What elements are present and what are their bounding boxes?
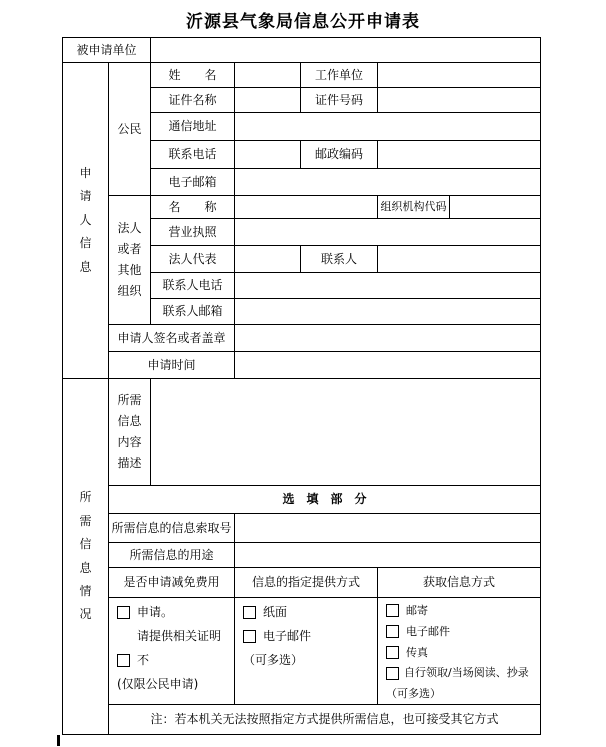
postcode-input-cell[interactable] [378, 141, 541, 169]
contact-input-cell[interactable] [378, 246, 541, 273]
work-unit-input-cell[interactable] [378, 63, 541, 88]
license-input-cell[interactable] [235, 219, 541, 246]
contact-label: 联系人 [301, 246, 378, 273]
organization-group-label: 法人或者其他组织 [109, 196, 151, 325]
checkbox-icon[interactable] [117, 606, 130, 619]
apply-time-input-cell[interactable] [235, 352, 541, 379]
requested-unit-label: 被申请单位 [63, 38, 151, 63]
address-label: 通信地址 [151, 113, 235, 141]
provide-method-header: 信息的指定提供方式 [235, 568, 378, 598]
email-label: 电子邮箱 [151, 169, 235, 196]
required-info-section-label: 所需信息情况 [63, 379, 109, 735]
index-no-label: 所需信息的信息索取号 [109, 514, 235, 543]
legal-rep-input-cell[interactable] [235, 246, 301, 273]
citizen-group-label: 公民 [109, 63, 151, 196]
checkbox-icon[interactable] [386, 604, 399, 617]
obtain-fax-option[interactable]: 传真 [386, 646, 428, 660]
postcode-label: 邮政编码 [301, 141, 378, 169]
cert-no-input-cell[interactable] [378, 88, 541, 113]
contact-email-input-cell[interactable] [235, 299, 541, 325]
work-unit-label: 工作单位 [301, 63, 378, 88]
checkbox-icon[interactable] [386, 625, 399, 638]
phone-label: 联系电话 [151, 141, 235, 169]
fee-apply-note: 请提供相关证明 [137, 629, 222, 643]
email-input-cell[interactable] [235, 169, 541, 196]
cert-no-label: 证件号码 [301, 88, 378, 113]
cert-name-input-cell[interactable] [235, 88, 301, 113]
footer-note: 注：若本机关无法按照指定方式提供所需信息，也可接受其它方式 [109, 705, 541, 735]
provide-method-options-cell [235, 598, 378, 705]
obtain-pickup-option[interactable]: 自行领取/当场阅读、抄录 [386, 666, 529, 680]
checkbox-icon[interactable] [117, 654, 130, 667]
contact-phone-input-cell[interactable] [235, 273, 541, 299]
org-name-label: 名 称 [151, 196, 235, 219]
obtain-email-option[interactable]: 电子邮件 [386, 625, 450, 639]
org-code-input-cell[interactable] [450, 196, 541, 219]
provide-multi-note: （可多选） [243, 653, 304, 667]
name-input-cell[interactable] [235, 63, 301, 88]
usage-label: 所需信息的用途 [109, 543, 235, 568]
checkbox-icon[interactable] [386, 646, 399, 659]
obtain-method-options-cell [378, 598, 541, 705]
address-input-cell[interactable] [235, 113, 541, 141]
apply-time-label: 申请时间 [109, 352, 235, 379]
fee-apply-option[interactable]: 申请。 [117, 605, 173, 620]
checkbox-icon[interactable] [243, 606, 256, 619]
fee-waiver-header: 是否申请减免费用 [109, 568, 235, 598]
application-form-table [62, 37, 541, 735]
provide-email-option[interactable]: 电子邮件 [243, 629, 311, 644]
applicant-section-label: 申请人信息 [63, 63, 109, 379]
phone-input-cell[interactable] [235, 141, 301, 169]
checkbox-icon[interactable] [386, 667, 399, 680]
text-cursor [57, 735, 60, 746]
obtain-method-header: 获取信息方式 [378, 568, 541, 598]
page-title: 沂源县气象局信息公开申请表 [186, 12, 420, 32]
signature-input-cell[interactable] [235, 325, 541, 352]
optional-part-header: 选 填 部 分 [109, 486, 541, 514]
name-label: 姓 名 [151, 63, 235, 88]
obtain-multi-note: （可多选） [386, 687, 441, 700]
cert-name-label: 证件名称 [151, 88, 235, 113]
content-desc-input-cell[interactable] [151, 379, 541, 486]
index-no-input-cell[interactable] [235, 514, 541, 543]
license-label: 营业执照 [151, 219, 235, 246]
obtain-mail-option[interactable]: 邮寄 [386, 604, 428, 618]
contact-phone-label: 联系人电话 [151, 273, 235, 299]
org-name-input-cell[interactable] [235, 196, 378, 219]
provide-paper-option[interactable]: 纸面 [243, 605, 287, 620]
checkbox-icon[interactable] [243, 630, 256, 643]
contact-email-label: 联系人邮箱 [151, 299, 235, 325]
requested-unit-input-cell[interactable] [151, 38, 541, 63]
legal-rep-label: 法人代表 [151, 246, 235, 273]
signature-label: 申请人签名或者盖章 [109, 325, 235, 352]
org-code-label: 组织机构代码 [378, 196, 450, 219]
usage-input-cell[interactable] [235, 543, 541, 568]
fee-waiver-options-cell [109, 598, 235, 705]
fee-citizen-only-note: (仅限公民申请) [117, 677, 199, 691]
fee-no-option[interactable]: 不 [117, 653, 149, 668]
content-desc-label: 所需信息内容描述 [109, 379, 151, 486]
